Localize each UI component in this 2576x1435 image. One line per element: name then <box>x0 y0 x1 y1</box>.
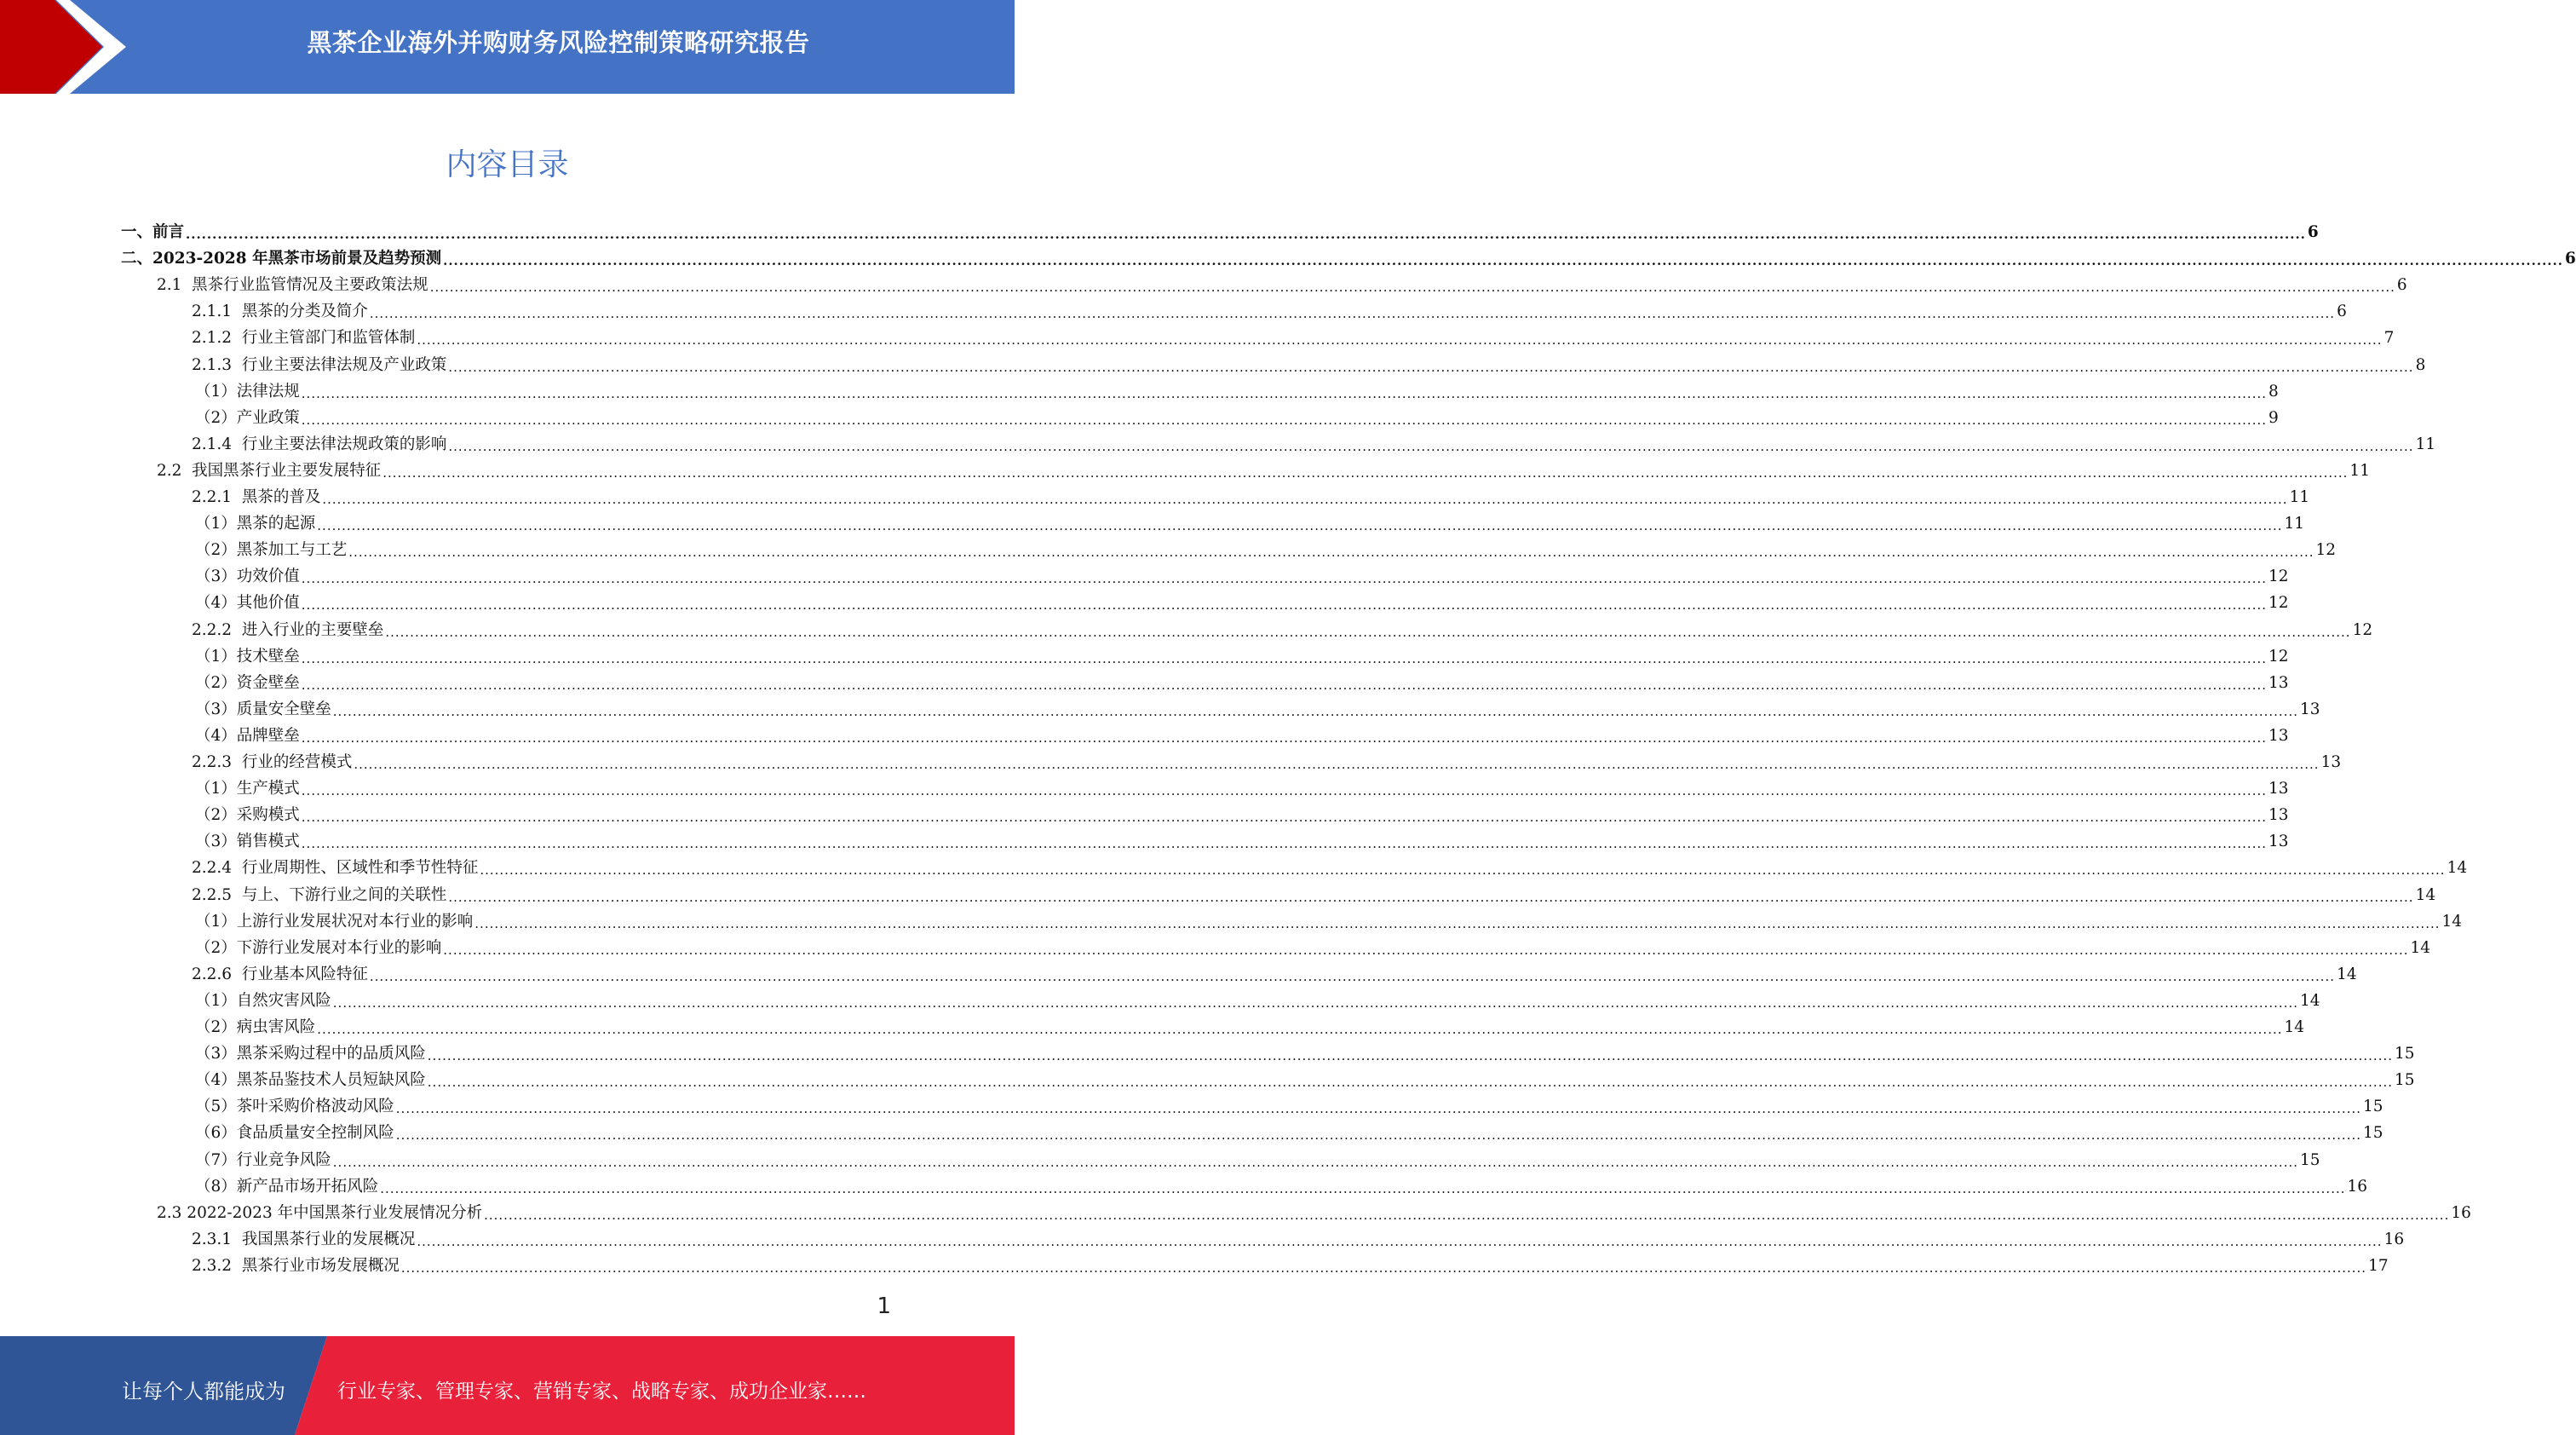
toc-entry-label: 二、2023-2028 年黑茶市场前景及趋势预测 <box>121 250 442 268</box>
toc-leader-dots: ................................................................................................................................................................................................................................................................................................................................................................................................................ <box>385 624 2351 640</box>
toc-entry-page: 9 <box>2268 408 2279 427</box>
report-title: 黑茶企业海外并购财务风险控制策略研究报告 <box>307 28 810 57</box>
toc-entry-page: 14 <box>2337 965 2357 983</box>
toc-entry-page: 13 <box>2320 753 2342 771</box>
toc-entry[interactable] <box>195 798 2289 826</box>
toc-entry-label: （2）下游行业发展对本行业的影响 <box>195 938 442 957</box>
toc-leader-dots: ................................................................................................................................................................................................................................................................................................................................................................................................................ <box>322 492 2288 507</box>
toc-entry-page: 11 <box>2284 515 2305 533</box>
toc-leader-dots: ................................................................................................................................................................................................................................................................................................................................................................................................................ <box>443 942 2409 958</box>
toc-leader-dots: ................................................................................................................................................................................................................................................................................................................................................................................................................ <box>301 783 2268 799</box>
toc-entry-page: 16 <box>2347 1177 2368 1196</box>
toc-entry[interactable] <box>192 1249 2389 1276</box>
toc-entry-label: （2）采购模式 <box>195 806 300 825</box>
toc-entry-label: （1）生产模式 <box>195 780 300 798</box>
toc-entry-label: （1）技术壁垒 <box>195 647 300 666</box>
toc-entry[interactable] <box>192 349 2426 375</box>
toc-entry[interactable] <box>121 242 2576 269</box>
toc-entry-label: 2.1.4 行业主要法律法规政策的影响 <box>192 435 447 453</box>
toc-leader-dots: ................................................................................................................................................................................................................................................................................................................................................................................................................ <box>380 1180 2346 1196</box>
toc-leader-dots: ................................................................................................................................................................................................................................................................................................................................................................................................................ <box>395 1101 2362 1117</box>
toc-entry-page: 15 <box>2363 1098 2383 1116</box>
toc-leader-dots: ................................................................................................................................................................................................................................................................................................................................................................................................................ <box>301 836 2268 852</box>
toc-entry-page: 6 <box>2564 250 2576 268</box>
toc-entry[interactable] <box>195 560 2289 587</box>
footer-roles: 行业专家、管理专家、营销专家、战略专家、成功企业家…… <box>337 1380 866 1403</box>
toc-leader-dots: ................................................................................................................................................................................................................................................................................................................................................................................................................ <box>332 994 2299 1011</box>
toc-entry-label: （3）销售模式 <box>195 833 300 851</box>
footer-banner <box>0 1336 1015 1435</box>
toc-entry[interactable] <box>192 746 2342 772</box>
toc-entry-page: 14 <box>2441 912 2463 931</box>
toc-heading: 内容目录 <box>446 147 569 182</box>
toc-entry-page: 12 <box>2268 568 2289 586</box>
toc-leader-dots: ................................................................................................................................................................................................................................................................................................................................................................................................................ <box>301 650 2268 666</box>
toc-leader-dots: ................................................................................................................................................................................................................................................................................................................................................................................................................ <box>448 438 2414 454</box>
toc-entry-page: 11 <box>2415 435 2436 453</box>
toc-leader-dots: ................................................................................................................................................................................................................................................................................................................................................................................................................ <box>369 306 2336 322</box>
toc-entry-label: （1）黑茶的起源 <box>195 515 316 533</box>
toc-entry[interactable] <box>195 1090 2383 1117</box>
toc-entry[interactable] <box>195 1116 2383 1144</box>
toc-entry-page: 12 <box>2268 647 2289 666</box>
toc-entry[interactable] <box>192 879 2436 905</box>
toc-entry-page: 16 <box>2451 1203 2471 1222</box>
toc-entry[interactable] <box>195 375 2279 401</box>
toc-leader-dots: ................................................................................................................................................................................................................................................................................................................................................................................................................ <box>332 703 2299 719</box>
toc-entry[interactable] <box>195 1063 2415 1091</box>
toc-entry-page: 16 <box>2383 1230 2405 1248</box>
toc-entry-label: 2.2.2 进入行业的主要壁垒 <box>192 620 384 639</box>
toc-leader-dots: ................................................................................................................................................................................................................................................................................................................................................................................................................ <box>301 810 2268 826</box>
toc-leader-dots: ................................................................................................................................................................................................................................................................................................................................................................................................................ <box>301 729 2268 746</box>
toc-leader-dots: ................................................................................................................................................................................................................................................................................................................................................................................................................ <box>317 1022 2283 1037</box>
toc-entry[interactable] <box>195 1037 2415 1064</box>
toc-entry-label: （8）新产品市场开拓风险 <box>195 1177 379 1196</box>
toc-leader-dots: ................................................................................................................................................................................................................................................................................................................................................................................................................ <box>448 359 2414 375</box>
toc-entry-label: 一、前言 <box>121 223 185 241</box>
toc-entry[interactable] <box>195 507 2305 534</box>
toc-entry[interactable] <box>195 666 2289 693</box>
toc-entry[interactable] <box>195 640 2289 666</box>
toc-entry-label: 2.2.5 与上、下游行业之间的关联性 <box>192 885 447 904</box>
toc-entry-page: 8 <box>2268 382 2279 401</box>
toc-entry[interactable] <box>195 1144 2320 1170</box>
toc-entry-label: 2.1.2 行业主管部门和监管体制 <box>192 329 416 348</box>
toc-entry-label: （1）法律法规 <box>195 382 300 401</box>
toc-entry-page: 13 <box>2268 726 2289 745</box>
toc-entry[interactable] <box>195 772 2289 799</box>
footer-slogan: 让每个人都能成为 <box>122 1380 285 1403</box>
toc-entry-page: 13 <box>2268 806 2289 825</box>
toc-entry[interactable] <box>192 614 2373 640</box>
toc-entry[interactable] <box>195 401 2279 428</box>
toc-leader-dots: ................................................................................................................................................................................................................................................................................................................................................................................................................ <box>429 280 2395 296</box>
toc-leader-dots: ................................................................................................................................................................................................................................................................................................................................................................................................................ <box>301 597 2268 614</box>
toc-entry-page: 14 <box>2300 991 2320 1010</box>
toc-leader-dots: ................................................................................................................................................................................................................................................................................................................................................................................................................ <box>480 862 2446 879</box>
toc-entry-label: （1）自然灾害风险 <box>195 991 331 1010</box>
toc-leader-dots: ................................................................................................................................................................................................................................................................................................................................................................................................................ <box>427 1075 2394 1091</box>
toc-entry-label: （7）行业竞争风险 <box>195 1150 331 1169</box>
toc-entry-page: 13 <box>2300 700 2320 718</box>
toc-entry-page: 11 <box>2349 461 2370 480</box>
toc-entry-label: 2.2.3 行业的经营模式 <box>192 753 353 771</box>
toc-entry[interactable] <box>195 586 2289 614</box>
toc-entry[interactable] <box>192 321 2395 349</box>
red-arrow-decoration <box>0 0 136 94</box>
toc-entry[interactable] <box>195 719 2289 746</box>
toc-entry[interactable] <box>195 533 2337 561</box>
toc-entry[interactable] <box>192 958 2357 984</box>
toc-entry-label: 2.3.2 黑茶行业市场发展概况 <box>192 1256 400 1275</box>
toc-entry-label: （4）品牌壁垒 <box>195 726 300 745</box>
toc-leader-dots: ................................................................................................................................................................................................................................................................................................................................................................................................................ <box>301 677 2268 693</box>
toc-entry[interactable] <box>195 931 2431 958</box>
toc-entry-page: 14 <box>2415 885 2436 904</box>
toc-entry-label: （3）黑茶采购过程中的品质风险 <box>195 1045 426 1063</box>
toc-leader-dots: ................................................................................................................................................................................................................................................................................................................................................................................................................ <box>301 412 2268 428</box>
toc-entry[interactable] <box>157 1196 2471 1223</box>
toc-entry[interactable] <box>121 216 2319 242</box>
toc-entry-page: 15 <box>2395 1045 2415 1063</box>
toc-leader-dots: ................................................................................................................................................................................................................................................................................................................................................................................................................ <box>354 757 2320 772</box>
toc-entry-page: 17 <box>2368 1256 2389 1275</box>
toc-leader-dots: ................................................................................................................................................................................................................................................................................................................................................................................................................ <box>474 915 2441 931</box>
toc-entry-page: 15 <box>2300 1150 2320 1169</box>
toc-entry[interactable] <box>192 851 2468 879</box>
toc-entry[interactable] <box>195 825 2289 852</box>
toc-entry-page: 6 <box>2396 276 2407 295</box>
toc-entry-label: （2）资金壁垒 <box>195 673 300 692</box>
toc-entry-page: 8 <box>2415 355 2426 374</box>
toc-entry[interactable] <box>192 481 2310 507</box>
toc-entry-page: 14 <box>2410 938 2431 957</box>
toc-leader-dots: ................................................................................................................................................................................................................................................................................................................................................................................................................ <box>317 518 2283 534</box>
toc-entry[interactable] <box>192 295 2347 322</box>
toc-leader-dots: ................................................................................................................................................................................................................................................................................................................................................................................................................ <box>400 1259 2367 1276</box>
toc-entry-label: 2.1 黑茶行业监管情况及主要政策法规 <box>157 276 428 295</box>
toc-entry-label: （3）质量安全壁垒 <box>195 700 331 718</box>
toc-entry-label: 2.2.4 行业周期性、区域性和季节性特征 <box>192 859 479 878</box>
toc-leader-dots: ................................................................................................................................................................................................................................................................................................................................................................................................................ <box>332 1154 2299 1170</box>
toc-entry-label: 2.2.1 黑茶的普及 <box>192 488 321 506</box>
toc-leader-dots: ................................................................................................................................................................................................................................................................................................................................................................................................................ <box>417 1233 2383 1249</box>
header-banner <box>0 0 1015 94</box>
toc-entry-label: 2.2 我国黑茶行业主要发展特征 <box>157 461 382 480</box>
toc-entry-page: 13 <box>2268 673 2289 692</box>
toc-leader-dots: ................................................................................................................................................................................................................................................................................................................................................................................................................ <box>395 1127 2362 1144</box>
toc-entry-label: （3）功效价值 <box>195 568 300 586</box>
toc-entry-page: 13 <box>2268 833 2289 851</box>
toc-leader-dots: ................................................................................................................................................................................................................................................................................................................................................................................................................ <box>369 968 2336 984</box>
toc-entry-page: 7 <box>2383 329 2395 348</box>
toc-entry-label: （4）其他价值 <box>195 594 300 613</box>
toc-entry-label: 2.3.1 我国黑茶行业的发展概况 <box>192 1230 416 1248</box>
toc-entry-label: （4）黑茶品鉴技术人员短缺风险 <box>195 1071 426 1090</box>
toc-leader-dots: ................................................................................................................................................................................................................................................................................................................................................................................................................ <box>382 464 2349 481</box>
toc-entry[interactable] <box>195 693 2320 719</box>
toc-entry-page: 6 <box>2337 303 2347 321</box>
toc-entry-label: 2.3 2022-2023 年中国黑茶行业发展情况分析 <box>157 1203 483 1222</box>
toc-leader-dots: ................................................................................................................................................................................................................................................................................................................................................................................................................ <box>417 332 2383 349</box>
page-number: 1 <box>877 1294 891 1319</box>
toc-entry-page: 13 <box>2268 780 2289 798</box>
toc-entry-page: 14 <box>2284 1018 2305 1036</box>
toc-entry[interactable] <box>195 984 2320 1011</box>
toc-entry-label: 2.1.1 黑茶的分类及简介 <box>192 303 368 321</box>
toc-entry-label: （2）产业政策 <box>195 408 300 427</box>
toc-leader-dots: ................................................................................................................................................................................................................................................................................................................................................................................................................ <box>301 385 2268 401</box>
toc-entry-label: 2.2.6 行业基本风险特征 <box>192 965 368 983</box>
toc-entry[interactable] <box>195 1011 2305 1037</box>
toc-entry-label: （5）茶叶采购价格波动风险 <box>195 1098 394 1116</box>
toc-entry[interactable] <box>192 1223 2405 1249</box>
toc-entry-page: 11 <box>2289 488 2310 506</box>
toc-entry-label: （2）病虫害风险 <box>195 1018 316 1036</box>
toc-entry[interactable] <box>157 268 2407 296</box>
toc-entry[interactable] <box>195 905 2463 931</box>
toc-entry-label: 2.1.3 行业主要法律法规及产业政策 <box>192 355 447 374</box>
toc-entry-page: 15 <box>2395 1071 2415 1090</box>
toc-entry-page: 15 <box>2363 1124 2383 1143</box>
toc-leader-dots: ................................................................................................................................................................................................................................................................................................................................................................................................................ <box>443 253 2563 269</box>
toc-entry-page: 12 <box>2268 594 2289 613</box>
toc-entry-label: （2）黑茶加工与工艺 <box>195 541 348 560</box>
toc-entry-label: （6）食品质量安全控制风险 <box>195 1124 394 1143</box>
toc-entry-label: （1）上游行业发展状况对本行业的影响 <box>195 912 474 931</box>
toc-leader-dots: ................................................................................................................................................................................................................................................................................................................................................................................................................ <box>448 889 2414 905</box>
toc-entry-page: 14 <box>2447 859 2468 878</box>
toc-entry[interactable] <box>192 428 2436 454</box>
toc-entry[interactable] <box>195 1170 2368 1196</box>
toc-entry[interactable] <box>157 454 2370 481</box>
toc-entry-page: 12 <box>2315 541 2337 560</box>
toc-entry-page: 6 <box>2307 223 2319 241</box>
toc-leader-dots: ................................................................................................................................................................................................................................................................................................................................................................................................................ <box>301 571 2268 587</box>
toc-leader-dots: ................................................................................................................................................................................................................................................................................................................................................................................................................ <box>348 545 2314 561</box>
toc-leader-dots: ................................................................................................................................................................................................................................................................................................................................................................................................................ <box>484 1207 2450 1223</box>
toc-leader-dots: ................................................................................................................................................................................................................................................................................................................................................................................................................ <box>427 1048 2394 1064</box>
toc-entry-page: 12 <box>2352 620 2373 639</box>
toc-leader-dots: ................................................................................................................................................................................................................................................................................................................................................................................................................ <box>186 227 2306 242</box>
